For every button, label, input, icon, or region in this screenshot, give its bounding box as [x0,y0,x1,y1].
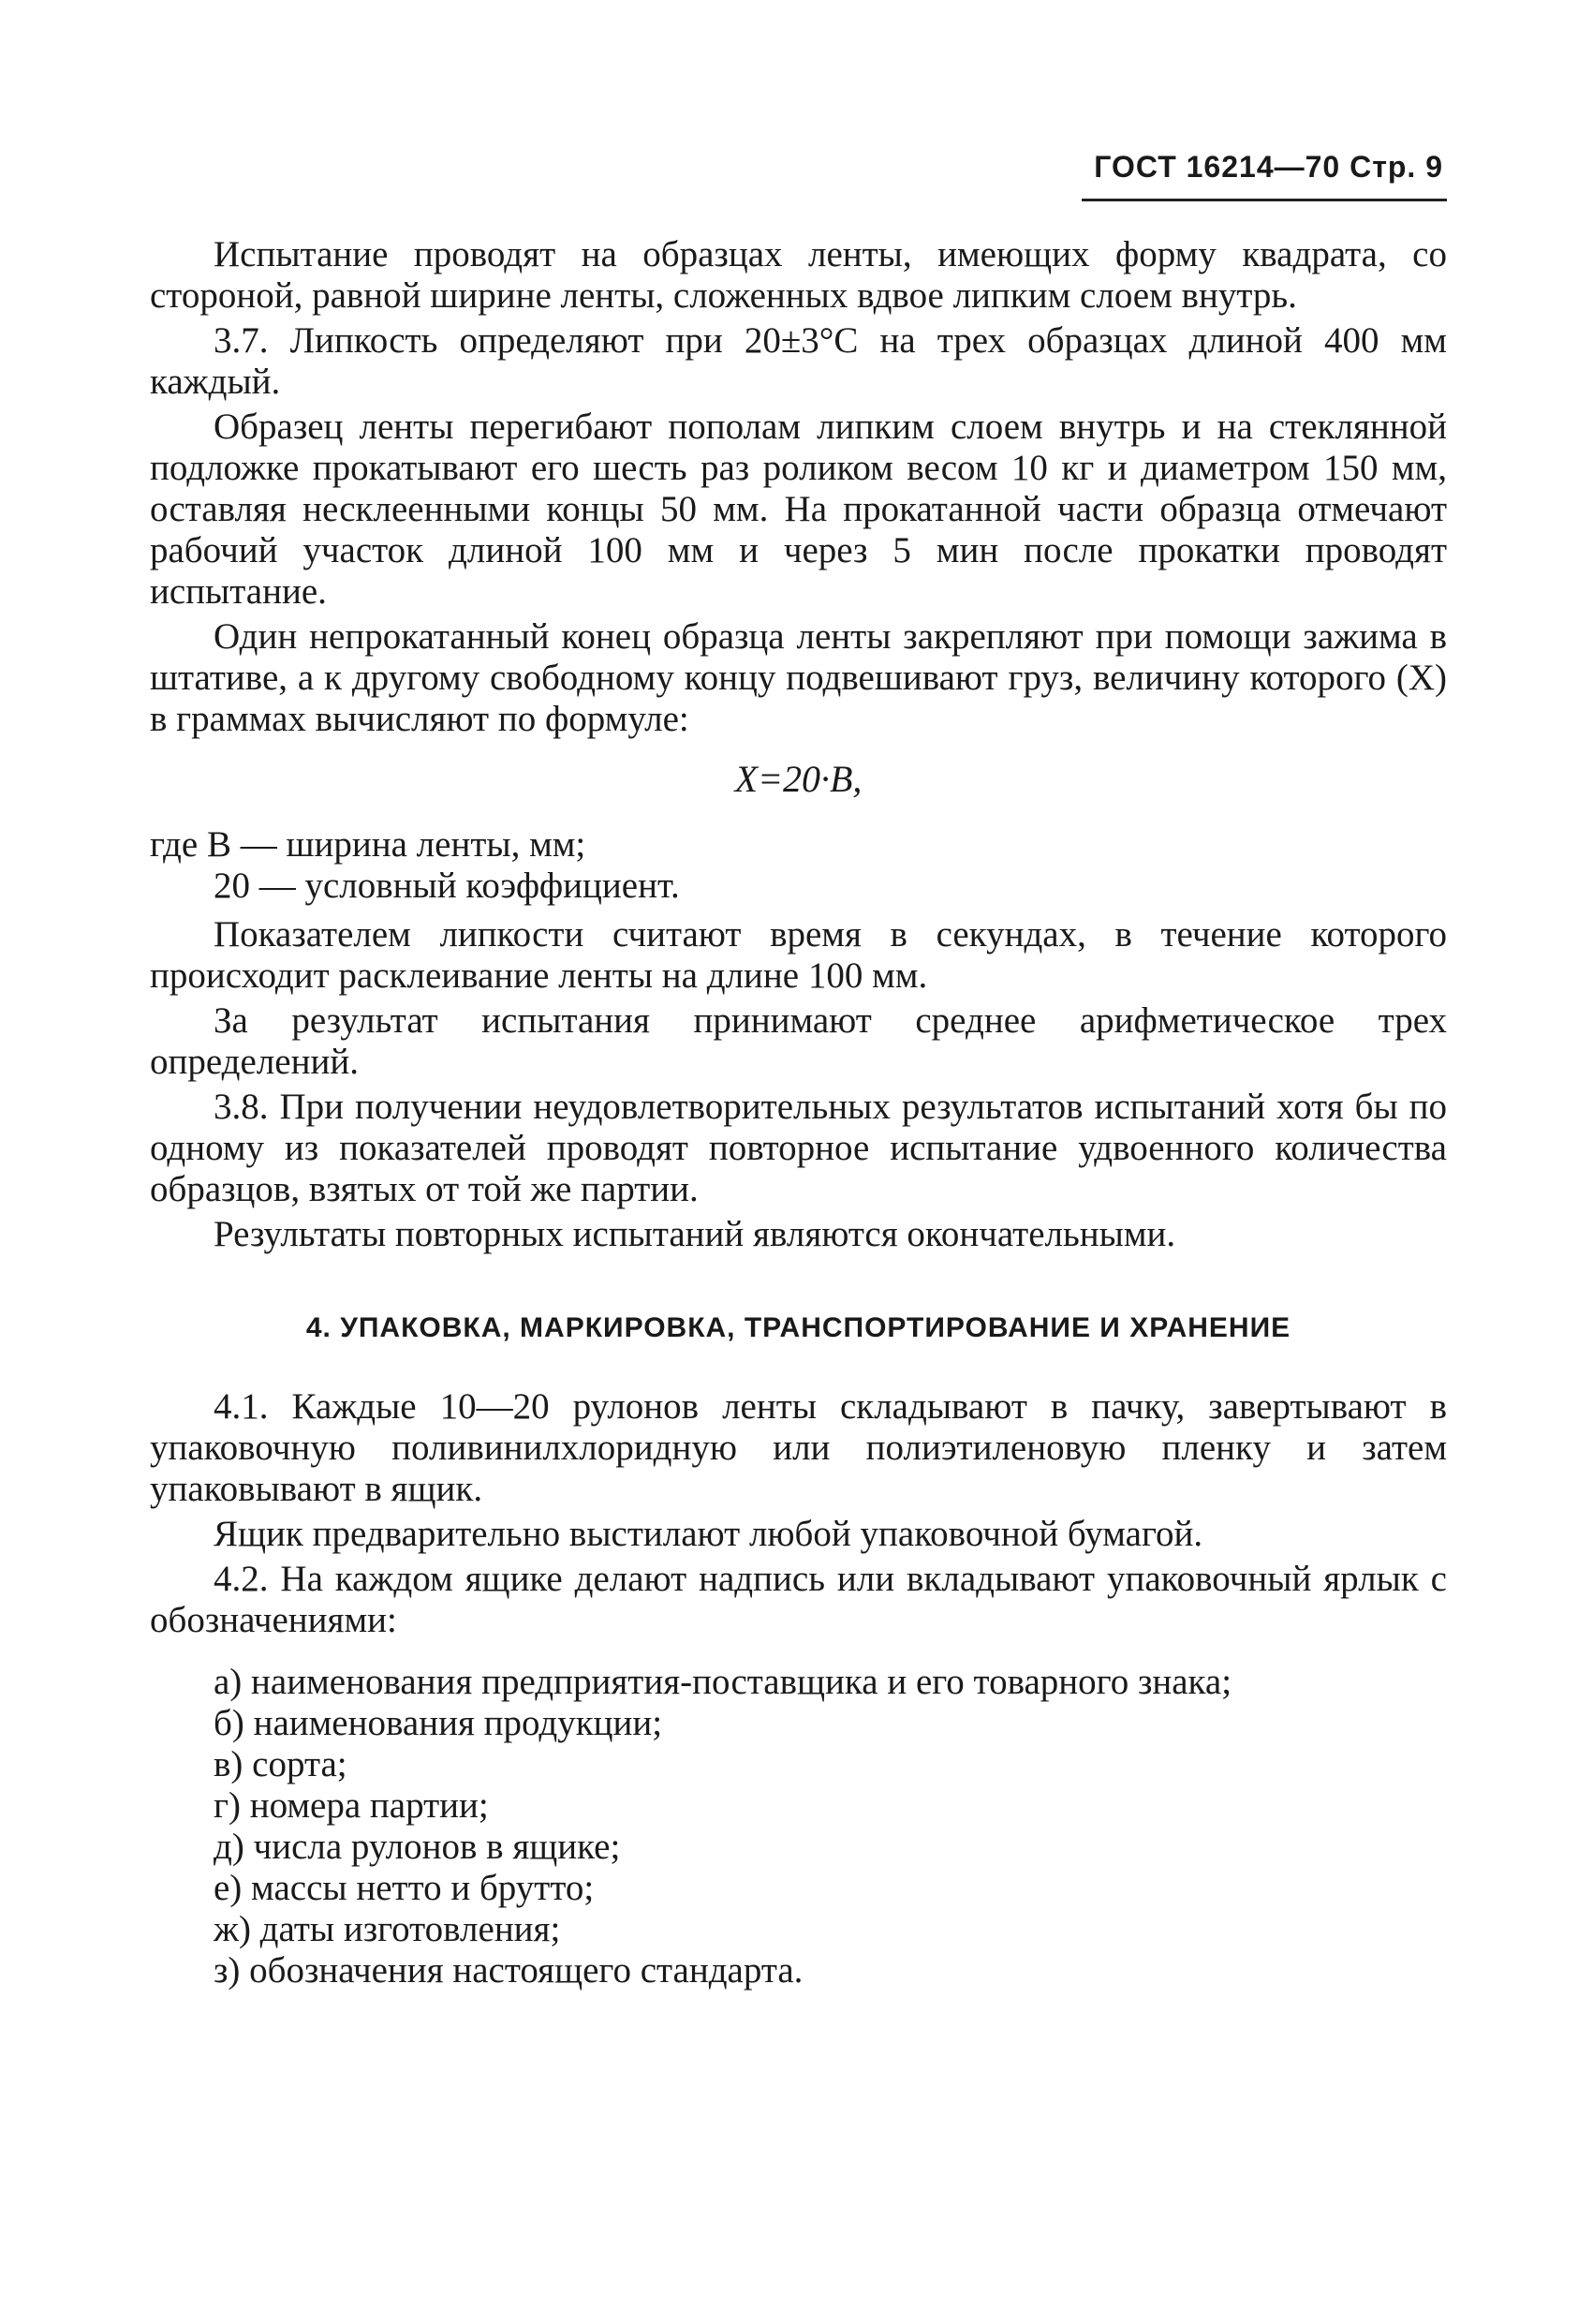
list-item-text: д) числа рулонов в ящике; [214,1827,621,1867]
paragraph: Испытание проводят на образцах ленты, имеющих форму квадрата, со стороной, равной ширине ленты, сложенных вдвое липким слоем внутрь. [150,234,1447,316]
paragraph-4-1: 4.1. Каждые 10—20 рулонов ленты складывают в пачку, завертывают в упаковочную поливинилхлоридную или полиэтиленовую пленку и затем упаковывают в ящик. [150,1386,1447,1509]
paragraph-3-8: 3.8. При получении неудовлетворительных результатов испытаний хотя бы по одному из показателей проводят повторное испытание удвоенного количества образцов, взятых от той же партии. [150,1087,1447,1209]
paragraph: Показателем липкости считают время в секундах, в течение которого происходит расклеивание ленты на длине 100 мм. [150,914,1447,996]
page-body [150,234,1447,1991]
paragraph: Образец ленты перегибают пополам липким слоем внутрь и на стеклянной подложке прокатывают его шесть раз роликом весом 10 кг и диаметром 150 мм, оставляя несклеенными концы 50 мм. На прокатанной части образца отмечают рабочий участок длиной 100 мм и через 5 мин после прокатки проводят испытание. [150,407,1447,612]
list-item-text: г) номера партии; [214,1785,489,1826]
list-item [150,1868,1447,1909]
list-item [150,1703,1447,1744]
paragraph: Один непрокатанный конец образца ленты закрепляют при помощи зажима в штативе, а к другому свободному концу подвешивают груз, величину которого (X) в граммах вычисляют по формуле: [150,616,1447,739]
paragraph: За результат испытания принимают среднее арифметическое трех определений. [150,1000,1447,1082]
page-header: ГОСТ 16214—70 Стр. 9 [1094,150,1443,184]
list-item [150,1827,1447,1868]
legend-line-b: где B — ширина ленты, мм; [150,824,586,865]
list-item-text: ж) даты изготовления; [214,1909,561,1949]
label-items-list [150,1662,1447,1991]
list-item-text: е) массы нетто и брутто; [214,1868,595,1908]
paragraph-4-2: 4.2. На каждом ящике делают надпись или вкладывают упаковочный ярлык с обозначениями: [150,1559,1447,1640]
formula: X=20·B, [734,758,863,800]
list-item [150,1785,1447,1827]
section-4-title: 4. УПАКОВКА, МАРКИРОВКА, ТРАНСПОРТИРОВАНИЕ И ХРАНЕНИЕ [305,1312,1291,1343]
list-item-text: б) наименования продукции; [214,1703,663,1743]
formula-legend [150,824,1447,907]
paragraph: Результаты повторных испытаний являются окончательными. [214,1214,1176,1254]
header-rule [1082,199,1447,201]
list-item-text: в) сорта; [214,1744,347,1784]
paragraph: Ящик предварительно выстилают любой упаковочной бумагой. [214,1514,1203,1554]
list-item-text: а) наименования предприятия-поставщика и его товарного знака; [214,1662,1232,1702]
list-item-text: з) обозначения настоящего стандарта. [214,1950,804,1991]
legend-line-20: 20 — условный коэффициент. [214,866,680,906]
list-item [150,1744,1447,1785]
list-item [150,1909,1447,1950]
paragraph-3-7: 3.7. Липкость определяют при 20±3°С на трех образцах длиной 400 мм каждый. [150,320,1447,402]
list-item [150,1662,1447,1703]
list-item [150,1950,1447,1991]
